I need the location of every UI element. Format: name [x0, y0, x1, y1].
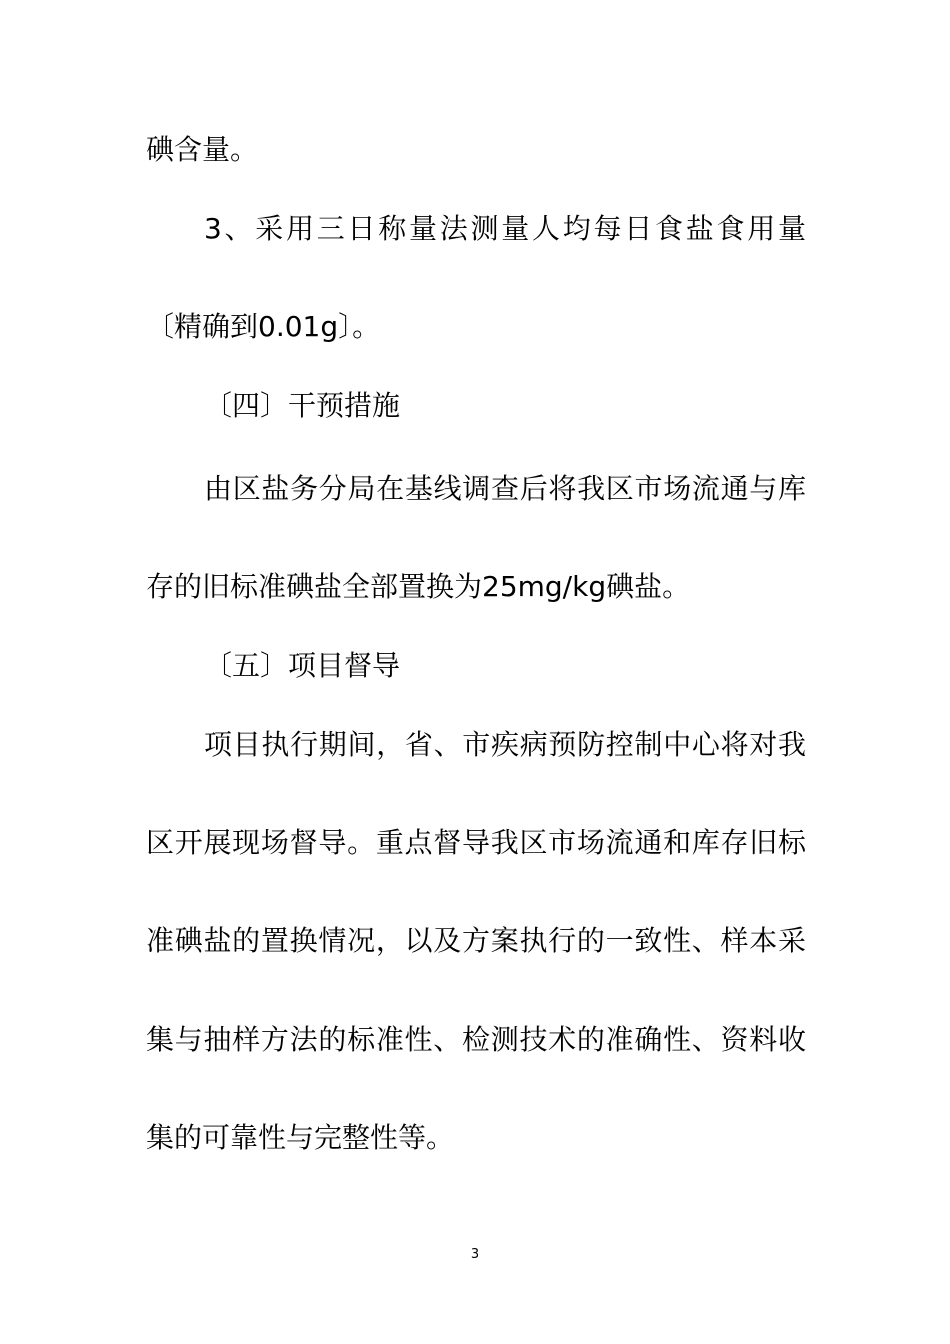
text-line-intervention-1: 由区盐务分局在基线调查后将我区市场流通与库 [204, 472, 806, 505]
text-line-intervention-2: 存的旧标准碘盐全部置换为25mg/kg碘盐。 [146, 570, 691, 603]
text-line-supervision-4: 集与抽样方法的标准性、检测技术的准确性、资料收 [146, 1023, 806, 1056]
text-line-supervision-2: 区开展现场督导。重点督导我区市场流通和库存旧标 [146, 826, 806, 859]
text-line-supervision-5: 集的可靠性与完整性等。 [146, 1121, 455, 1154]
section-heading-intervention: 〔四〕干预措施 [204, 389, 401, 422]
text-line-precision: 〔精确到0.01g〕。 [146, 310, 381, 343]
text-line-item-3: 3、采用三日称量法测量人均每日食盐食用量 [204, 212, 806, 245]
text-line-supervision-1: 项目执行期间，省、市疾病预防控制中心将对我 [204, 728, 806, 761]
text-line-supervision-3: 准碘盐的置换情况，以及方案执行的一致性、样本采 [146, 924, 806, 957]
page-number: 3 [470, 1247, 480, 1262]
text-line-iodine-content: 碘含量。 [146, 133, 259, 166]
section-heading-supervision: 〔五〕项目督导 [204, 649, 401, 682]
